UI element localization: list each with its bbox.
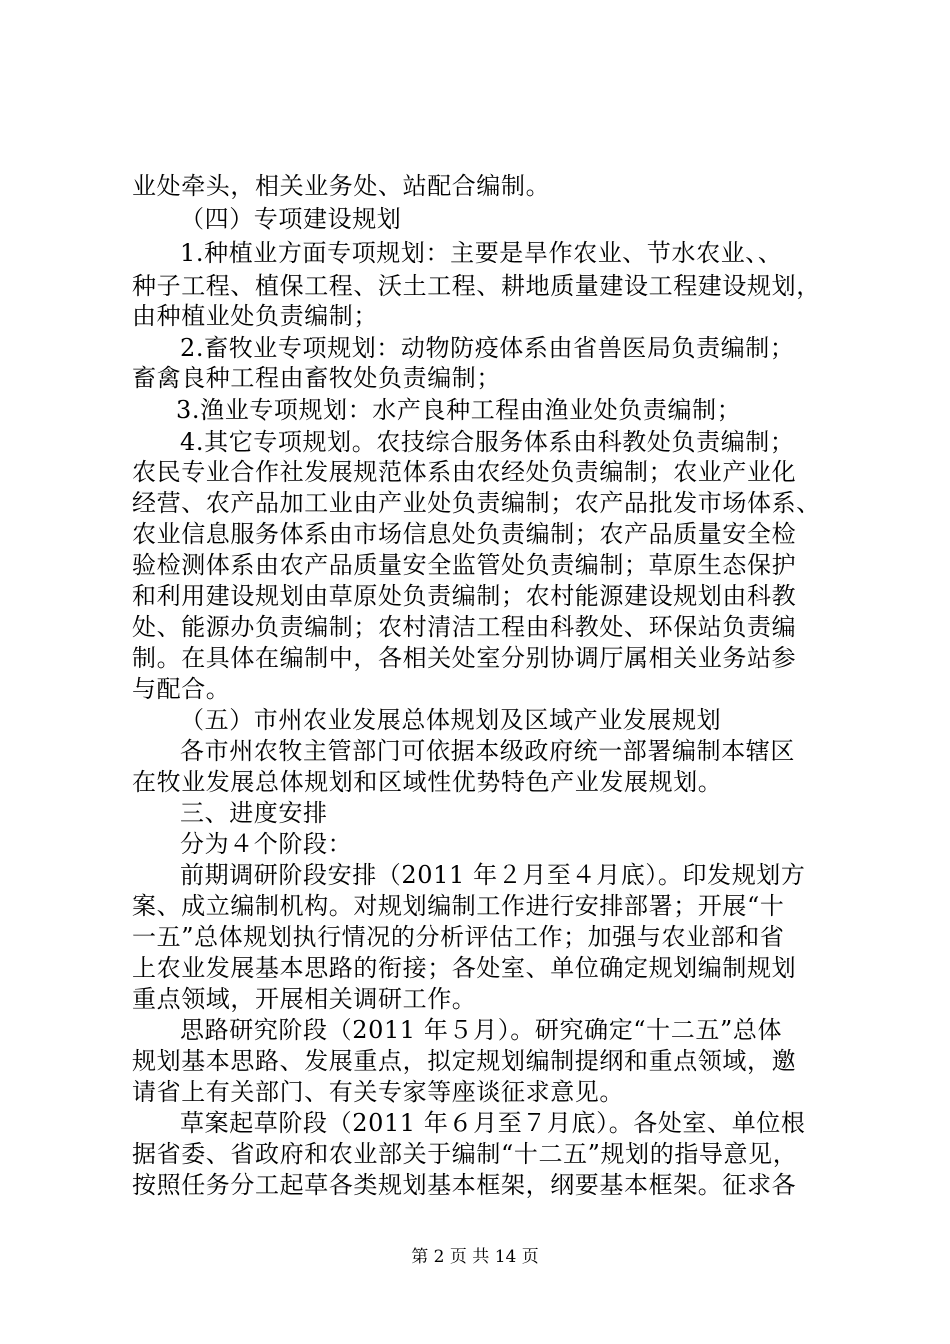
text-line: 3.渔业专项规划：水产良种工程由渔业处负责编制； (176, 396, 742, 424)
section-heading: （四）专项建设规划 (180, 205, 402, 233)
text-line: 各市州农牧主管部门可依据本级政府统一部署编制本辖区 (180, 737, 795, 765)
text-line: 和利用建设规划由草原处负责编制；农村能源建设规划由科教 (132, 582, 797, 610)
text-line: 经营、农产品加工业由产业处负责编制；农产品批发市场体系、 (132, 489, 821, 517)
text-line: 农业信息服务体系由市场信息处负责编制；农产品质量安全检 (132, 520, 797, 548)
text-line: 在牧业发展总体规划和区域性优势特色产业发展规划。 (132, 768, 723, 796)
text-line: 畜禽良种工程由畜牧处负责编制； (132, 364, 501, 392)
text-line: 据省委、省政府和农业部关于编制“十二五”规划的指导意见， (132, 1140, 798, 1168)
text-line: 验检测体系由农产品质量安全监管处负责编制；草原生态保护 (132, 551, 797, 579)
text-line: 请省上有关部门、有关专家等座谈征求意见。 (132, 1078, 624, 1106)
text-line: 业处牵头，相关业务处、站配合编制。 (132, 172, 551, 200)
page-number-footer: 第 2 页 共 14 页 (411, 1247, 539, 1267)
text-line: 上农业发展基本思路的衔接；各处室、单位确定规划编制规划 (132, 954, 797, 982)
text-line: 1.种植业方面专项规划：主要是旱作农业、节水农业、、 (180, 239, 783, 267)
text-line: 思路研究阶段（2011 年５月）。研究确定“十二五”总体 (180, 1016, 783, 1044)
text-line: 分为４个阶段： (180, 830, 353, 858)
text-line: 案、成立编制机构。对规划编制工作进行安排部署；开展“十 (132, 892, 785, 920)
text-line: 规划基本思路、发展重点，拟定规划编制提纲和重点领域，邀 (132, 1047, 797, 1075)
text-line: 处、能源办负责编制；农村清洁工程由科教处、环保站负责编 (132, 613, 797, 641)
text-line: 农民专业合作社发展规范体系由农经处负责编制；农业产业化 (132, 458, 797, 486)
text-line: 与配合。 (132, 675, 231, 703)
text-line: 前期调研阶段安排（2011 年２月至４月底）。印发规划方 (180, 861, 806, 889)
text-line: 2.畜牧业专项规划：动物防疫体系由省兽医局负责编制； (180, 334, 795, 362)
text-line: 草案起草阶段（2011 年６月至７月底）。各处室、单位根 (180, 1109, 806, 1137)
text-line: 重点领域，开展相关调研工作。 (132, 985, 477, 1013)
text-line: 4.其它专项规划。农技综合服务体系由科教处负责编制； (180, 428, 795, 456)
section-heading: （五）市州农业发展总体规划及区域产业发展规划 (180, 706, 722, 734)
text-line: 一五”总体规划执行情况的分析评估工作；加强与农业部和省 (132, 923, 785, 951)
text-line: 种子工程、植保工程、沃土工程、耕地质量建设工程建设规划， (132, 272, 821, 300)
text-line: 由种植业处负责编制； (132, 302, 378, 330)
section-heading: 三、进度安排 (180, 799, 328, 827)
text-line: 制。在具体在编制中，各相关处室分别协调厅属相关业务站参 (132, 644, 797, 672)
text-line: 按照任务分工起草各类规划基本框架，纲要基本框架。征求各 (132, 1171, 797, 1199)
